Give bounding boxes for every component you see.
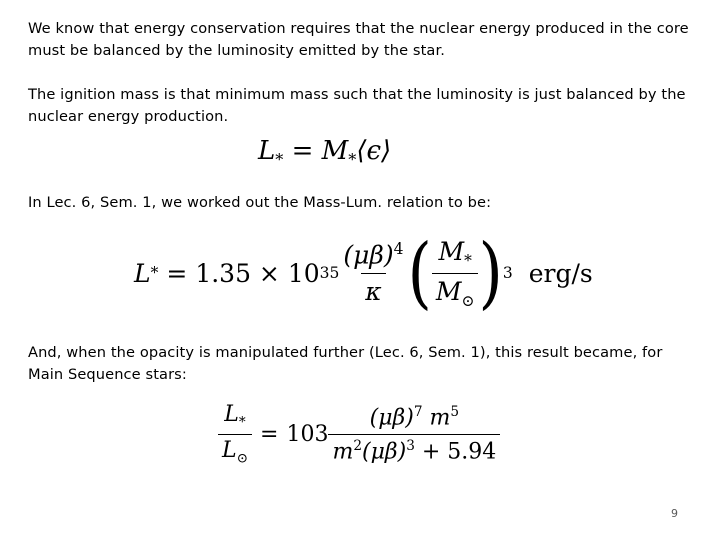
eq2-frac1-num-sup: 4 [393,240,404,259]
eq2-frac1-den: κ [361,273,385,306]
eq2-lhs-sub: * [150,264,159,282]
eq2-frac2-den: M [435,276,462,306]
paragraph-ignition-mass: The ignition mass is that minimum mass such that the luminosity is just balanced by the nuclear energy production. [28,86,686,125]
eq3-den-plus: + 5.94 [421,438,497,464]
eq2-equals: = [166,258,188,288]
eq3-den-m: m [332,438,354,464]
eq3-num-base: (μβ) [369,405,414,431]
eq2-left-paren: ( [407,226,432,318]
eq3-den-m-sup: 2 [353,437,363,454]
eq1-avg-epsilon: ⟨ϵ⟩ [356,136,392,166]
paragraph-main-sequence-intro: And, when the opacity is manipulated further (Lec. 6, Sem. 1), this result became, for Main Sequence stars: [28,344,663,383]
eq3-num-m: m [429,405,451,431]
paragraph-energy-conservation: We know that energy conservation requires that the nuclear energy produced in the core must be balanced by the luminosity emitted by the star. [28,20,689,59]
eq2-sun-symbol: ⊙ [461,291,475,310]
eq2-coefficient: 1.35 × 10 [195,258,320,288]
equation-main-sequence-luminosity [218,398,500,470]
eq3-equals: = [260,421,279,447]
equation-luminosity-energy-balance [258,136,391,169]
eq1-mass: M [321,136,349,166]
eq3-sun-symbol: ⊙ [236,449,249,466]
eq2-right-paren: ) [478,226,503,318]
equation-mass-luminosity-relation [134,226,593,318]
eq1-lhs-sub: * [275,150,284,170]
eq3-lhs-den: L [222,437,237,463]
eq3-den-sup: 3 [406,437,415,454]
eq1-lhs: L [258,136,276,166]
eq2-lhs: L [134,258,151,288]
eq3-num-sup: 7 [413,404,423,421]
eq3-den-base: (μβ) [362,438,407,464]
page-number: 9 [671,507,678,520]
eq3-coefficient: 103 [286,421,329,447]
eq2-frac2-num-sub: * [464,251,472,270]
eq2-units: erg/s [528,258,593,288]
eq2-fraction-opacity [339,240,407,305]
eq1-equals: = [291,136,314,166]
eq2-power: 3 [502,264,513,282]
eq3-rhs-fraction [328,404,500,464]
eq3-lhs-num: L [224,402,239,428]
eq2-fraction-mass [432,237,479,310]
eq2-frac1-num: (μβ) [343,240,394,270]
eq2-frac2-num: M [438,236,465,266]
eq1-mass-sub: * [348,150,357,170]
eq3-num-m-sup: 5 [450,404,460,421]
paragraph-mass-lum-intro: In Lec. 6, Sem. 1, we worked out the Mass-Lum. relation to be: [28,194,492,211]
eq3-lhs-num-sub: * [238,414,246,431]
eq2-exponent: 35 [319,264,340,282]
eq3-lhs-fraction [218,402,252,466]
